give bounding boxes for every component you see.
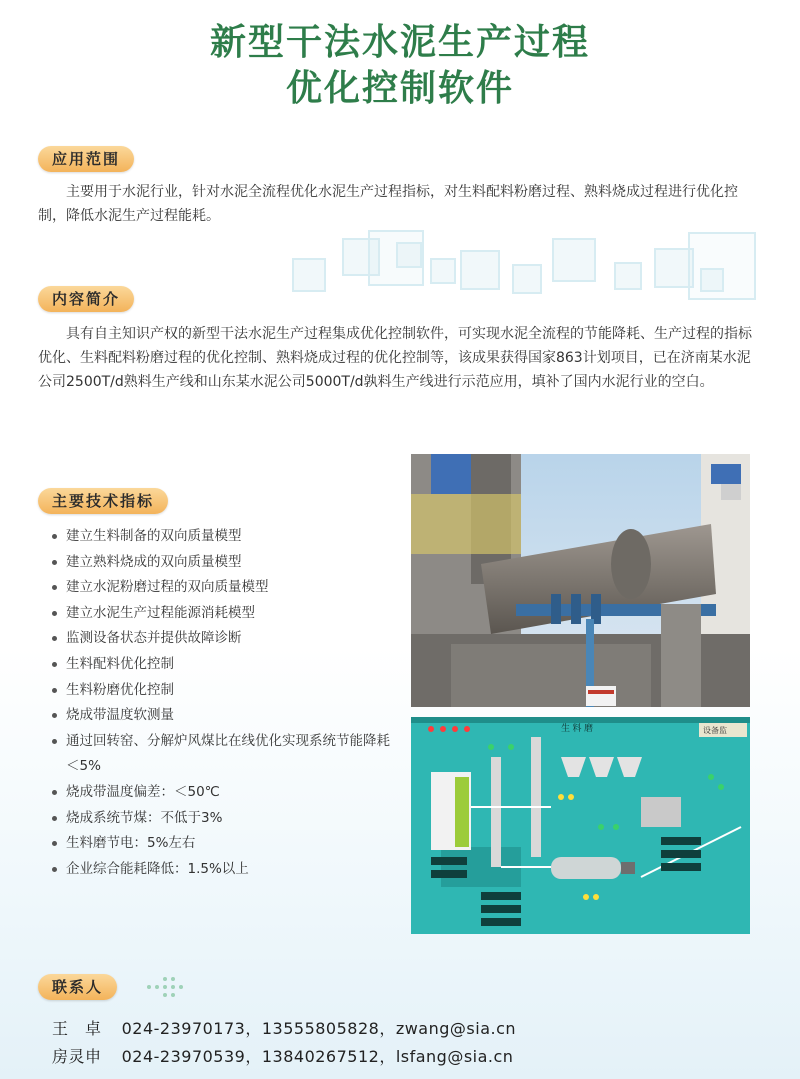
scada-screenshot [411, 717, 750, 934]
contact-info: 024-23970173，13555805828，zwang@sia.cn [121, 1019, 517, 1038]
spec-item: 监测设备状态并提供故障诊断 [50, 626, 390, 652]
kiln-photo [411, 454, 750, 707]
section-label-intro: 内容简介 [38, 286, 134, 312]
spec-item: 烧成带温度软测量 [50, 703, 390, 729]
contact-info: 024-23970539，13840267512，lsfang@sia.cn [121, 1047, 514, 1066]
decor-square [460, 250, 500, 290]
decor-square [430, 258, 456, 284]
section-label-contact: 联系人 [38, 974, 117, 1000]
decor-square [396, 242, 422, 268]
spec-item: 烧成带温度偏差：＜50℃ [50, 780, 390, 806]
spec-item: 生料磨节电：5%左右 [50, 831, 390, 857]
spec-item: 建立熟料烧成的双向质量模型 [50, 550, 390, 576]
decor-square [552, 238, 596, 282]
spec-item: 通过回转窑、分解炉风煤比在线优化实现系统节能降耗＜5% [50, 729, 390, 780]
spec-item: 企业综合能耗降低：1.5%以上 [50, 857, 390, 883]
decor-square [614, 262, 642, 290]
page-title-line2: 优化控制软件 [285, 68, 514, 109]
decor-square [700, 268, 724, 292]
kiln-photo-image [411, 454, 750, 707]
spec-item: 建立水泥生产过程能源消耗模型 [50, 601, 390, 627]
specs-list [50, 524, 390, 882]
spec-item: 烧成系统节煤：不低于3% [50, 806, 390, 832]
spec-item: 建立生料制备的双向质量模型 [50, 524, 390, 550]
spec-item: 生料粉磨优化控制 [50, 678, 390, 704]
dots-decoration [145, 974, 185, 1004]
scada-screenshot-image [411, 717, 750, 934]
scope-paragraph: 主要用于水泥行业，针对水泥全流程优化水泥生产过程指标，对生料配料粉磨过程、熟料烧成过程进行优化控制，降低水泥生产过程能耗。 [38, 184, 738, 224]
contact-name: 王 卓 [52, 1019, 102, 1038]
section-label-specs: 主要技术指标 [38, 488, 168, 514]
section-label-scope: 应用范围 [38, 146, 134, 172]
decor-square [292, 258, 326, 292]
decor-square [512, 264, 542, 294]
spec-item: 生料配料优化控制 [50, 652, 390, 678]
scada-corner-label: 设备监 [703, 726, 727, 735]
spec-item: 建立水泥粉磨过程的双向质量模型 [50, 575, 390, 601]
contact-row [52, 1016, 516, 1039]
contact-row [52, 1044, 513, 1067]
scada-title: 生 料 磨 [561, 723, 594, 733]
intro-paragraph: 具有自主知识产权的新型干法水泥生产过程集成优化控制软件，可实现水泥全流程的节能降耗、生产过程的指标优化、生料配料粉磨过程的优化控制、熟料烧成过程的优化控制等，该成果获得国家863计划项目，已在济南某水泥公司2500T/d熟料生产线和山东某水泥公司5000T/d孰料生产线进行示范应用，填补了国内水泥行业的空白。 [38, 326, 752, 390]
page-title-line1: 新型干法水泥生产过程 [209, 22, 590, 63]
contact-name: 房灵申 [52, 1047, 102, 1066]
